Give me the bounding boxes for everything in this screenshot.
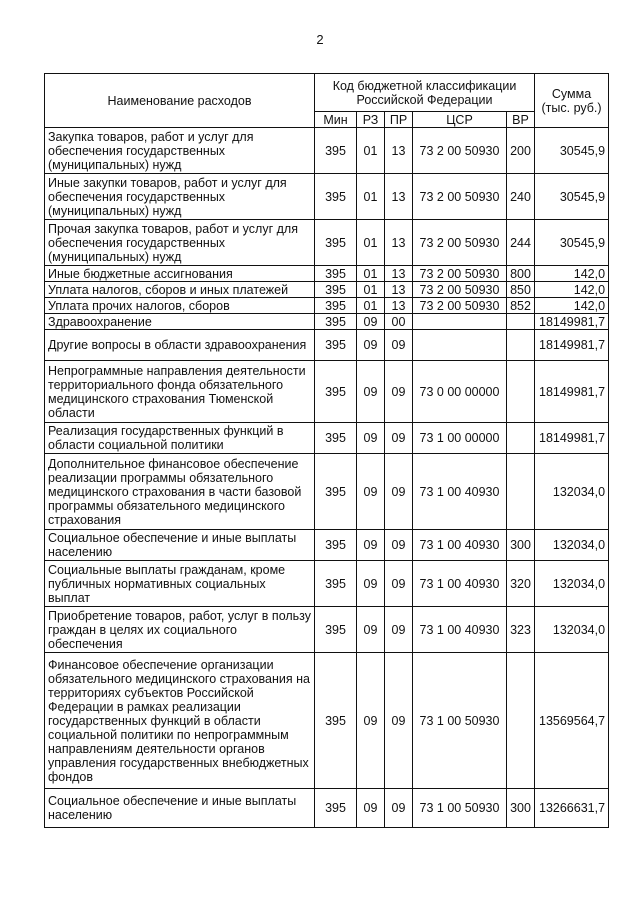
row-vr: 852 xyxy=(507,298,535,314)
table-row xyxy=(45,282,609,298)
row-sum: 30545,9 xyxy=(535,174,609,220)
table-row xyxy=(45,298,609,314)
table-row xyxy=(45,330,609,361)
row-rz: 01 xyxy=(357,128,385,174)
header-pr: ПР xyxy=(385,112,413,128)
row-name: Приобретение товаров, работ, услуг в пользу граждан в целях их социального обеспечения xyxy=(45,607,315,653)
row-sum: 132034,0 xyxy=(535,561,609,607)
row-sum: 18149981,7 xyxy=(535,330,609,361)
row-vr: 240 xyxy=(507,174,535,220)
row-vr xyxy=(507,361,535,423)
row-vr: 300 xyxy=(507,530,535,561)
row-csr: 73 1 00 40930 xyxy=(413,561,507,607)
row-name: Иные бюджетные ассигнования xyxy=(45,266,315,282)
row-name: Другие вопросы в области здравоохранения xyxy=(45,330,315,361)
row-pr: 13 xyxy=(385,174,413,220)
row-rz: 09 xyxy=(357,454,385,530)
row-rz: 09 xyxy=(357,361,385,423)
row-vr: 200 xyxy=(507,128,535,174)
row-pr: 09 xyxy=(385,423,413,454)
table-row xyxy=(45,789,609,828)
row-sum: 13266631,7 xyxy=(535,789,609,828)
row-pr: 09 xyxy=(385,653,413,789)
table-row xyxy=(45,561,609,607)
row-name: Финансовое обеспечение организации обязательного медицинского страхования на территориях субъектов Российской Федерации в рамках реализации государственных функций в области социальной политики по непрограммным направлениям деятельности органов управления государственных внебюджетных фондов xyxy=(45,653,315,789)
row-min: 395 xyxy=(315,653,357,789)
row-min: 395 xyxy=(315,330,357,361)
row-pr: 09 xyxy=(385,607,413,653)
table-row xyxy=(45,128,609,174)
row-rz: 09 xyxy=(357,653,385,789)
table-row xyxy=(45,530,609,561)
row-name: Прочая закупка товаров, работ и услуг для обеспечения государственных (муниципальных) нужд xyxy=(45,220,315,266)
table-row xyxy=(45,653,609,789)
row-csr: 73 1 00 50930 xyxy=(413,789,507,828)
row-csr: 73 2 00 50930 xyxy=(413,128,507,174)
table-row xyxy=(45,266,609,282)
row-csr: 73 2 00 50930 xyxy=(413,174,507,220)
row-pr: 09 xyxy=(385,330,413,361)
header-sum: Сумма (тыс. руб.) xyxy=(535,74,609,128)
row-min: 395 xyxy=(315,361,357,423)
row-name: Непрограммные направления деятельности территориального фонда обязательного медицинского страхования Тюменской области xyxy=(45,361,315,423)
row-rz: 09 xyxy=(357,789,385,828)
row-min: 395 xyxy=(315,561,357,607)
row-min: 395 xyxy=(315,607,357,653)
row-vr: 300 xyxy=(507,789,535,828)
row-min: 395 xyxy=(315,266,357,282)
row-name: Реализация государственных функций в области социальной политики xyxy=(45,423,315,454)
row-pr: 13 xyxy=(385,220,413,266)
row-name: Социальное обеспечение и иные выплаты населению xyxy=(45,530,315,561)
row-name: Закупка товаров, работ и услуг для обеспечения государственных (муниципальных) нужд xyxy=(45,128,315,174)
row-pr: 13 xyxy=(385,298,413,314)
header-csr: ЦСР xyxy=(413,112,507,128)
row-pr: 13 xyxy=(385,128,413,174)
row-csr xyxy=(413,314,507,330)
row-sum: 18149981,7 xyxy=(535,423,609,454)
row-rz: 01 xyxy=(357,266,385,282)
row-rz: 01 xyxy=(357,220,385,266)
row-min: 395 xyxy=(315,220,357,266)
header-name: Наименование расходов xyxy=(45,74,315,128)
table-row xyxy=(45,423,609,454)
row-pr: 09 xyxy=(385,561,413,607)
row-min: 395 xyxy=(315,128,357,174)
table-row xyxy=(45,220,609,266)
table-row xyxy=(45,607,609,653)
row-min: 395 xyxy=(315,789,357,828)
row-rz: 09 xyxy=(357,330,385,361)
row-rz: 09 xyxy=(357,423,385,454)
row-csr: 73 1 00 40930 xyxy=(413,530,507,561)
row-csr: 73 0 00 00000 xyxy=(413,361,507,423)
row-sum: 132034,0 xyxy=(535,530,609,561)
page-number: 2 xyxy=(316,32,324,47)
row-pr: 13 xyxy=(385,266,413,282)
row-sum: 30545,9 xyxy=(535,128,609,174)
header-code: Код бюджетной классификации Российской Федерации xyxy=(315,74,535,112)
table-row xyxy=(45,174,609,220)
row-rz: 01 xyxy=(357,174,385,220)
row-pr: 09 xyxy=(385,530,413,561)
row-rz: 09 xyxy=(357,530,385,561)
row-min: 395 xyxy=(315,298,357,314)
row-name: Социальное обеспечение и иные выплаты населению xyxy=(45,789,315,828)
row-csr xyxy=(413,330,507,361)
row-name: Здравоохранение xyxy=(45,314,315,330)
row-pr: 09 xyxy=(385,454,413,530)
row-csr: 73 1 00 40930 xyxy=(413,607,507,653)
row-vr xyxy=(507,423,535,454)
row-vr: 320 xyxy=(507,561,535,607)
row-min: 395 xyxy=(315,423,357,454)
row-pr: 13 xyxy=(385,282,413,298)
row-vr xyxy=(507,314,535,330)
row-name: Уплата налогов, сборов и иных платежей xyxy=(45,282,315,298)
row-vr: 244 xyxy=(507,220,535,266)
row-vr xyxy=(507,454,535,530)
row-name: Иные закупки товаров, работ и услуг для обеспечения государственных (муниципальных) нужд xyxy=(45,174,315,220)
row-csr: 73 2 00 50930 xyxy=(413,220,507,266)
row-csr: 73 2 00 50930 xyxy=(413,282,507,298)
row-min: 395 xyxy=(315,314,357,330)
budget-table xyxy=(44,73,609,828)
row-vr: 323 xyxy=(507,607,535,653)
row-rz: 09 xyxy=(357,314,385,330)
row-sum: 18149981,7 xyxy=(535,361,609,423)
row-name: Уплата прочих налогов, сборов xyxy=(45,298,315,314)
row-vr: 850 xyxy=(507,282,535,298)
row-csr: 73 2 00 50930 xyxy=(413,298,507,314)
header-vr: ВР xyxy=(507,112,535,128)
row-min: 395 xyxy=(315,530,357,561)
row-sum: 132034,0 xyxy=(535,454,609,530)
row-name: Дополнительное финансовое обеспечение реализации программы обязательного медицинского страхования в части базовой программы обязательного медицинского страхования xyxy=(45,454,315,530)
row-sum: 18149981,7 xyxy=(535,314,609,330)
row-pr: 09 xyxy=(385,789,413,828)
row-rz: 09 xyxy=(357,607,385,653)
row-csr: 73 2 00 50930 xyxy=(413,266,507,282)
row-csr: 73 1 00 00000 xyxy=(413,423,507,454)
row-vr xyxy=(507,653,535,789)
row-min: 395 xyxy=(315,454,357,530)
row-sum: 132034,0 xyxy=(535,607,609,653)
row-sum: 142,0 xyxy=(535,282,609,298)
row-vr xyxy=(507,330,535,361)
table-row xyxy=(45,314,609,330)
row-rz: 01 xyxy=(357,282,385,298)
header-rz: РЗ xyxy=(357,112,385,128)
row-sum: 13569564,7 xyxy=(535,653,609,789)
row-vr: 800 xyxy=(507,266,535,282)
header-min: Мин xyxy=(315,112,357,128)
table-row xyxy=(45,361,609,423)
row-csr: 73 1 00 50930 xyxy=(413,653,507,789)
table-row xyxy=(45,454,609,530)
row-min: 395 xyxy=(315,174,357,220)
row-pr: 00 xyxy=(385,314,413,330)
row-name: Социальные выплаты гражданам, кроме публичных нормативных социальных выплат xyxy=(45,561,315,607)
row-min: 395 xyxy=(315,282,357,298)
row-pr: 09 xyxy=(385,361,413,423)
row-rz: 01 xyxy=(357,298,385,314)
row-sum: 142,0 xyxy=(535,298,609,314)
row-csr: 73 1 00 40930 xyxy=(413,454,507,530)
row-sum: 30545,9 xyxy=(535,220,609,266)
row-sum: 142,0 xyxy=(535,266,609,282)
row-rz: 09 xyxy=(357,561,385,607)
